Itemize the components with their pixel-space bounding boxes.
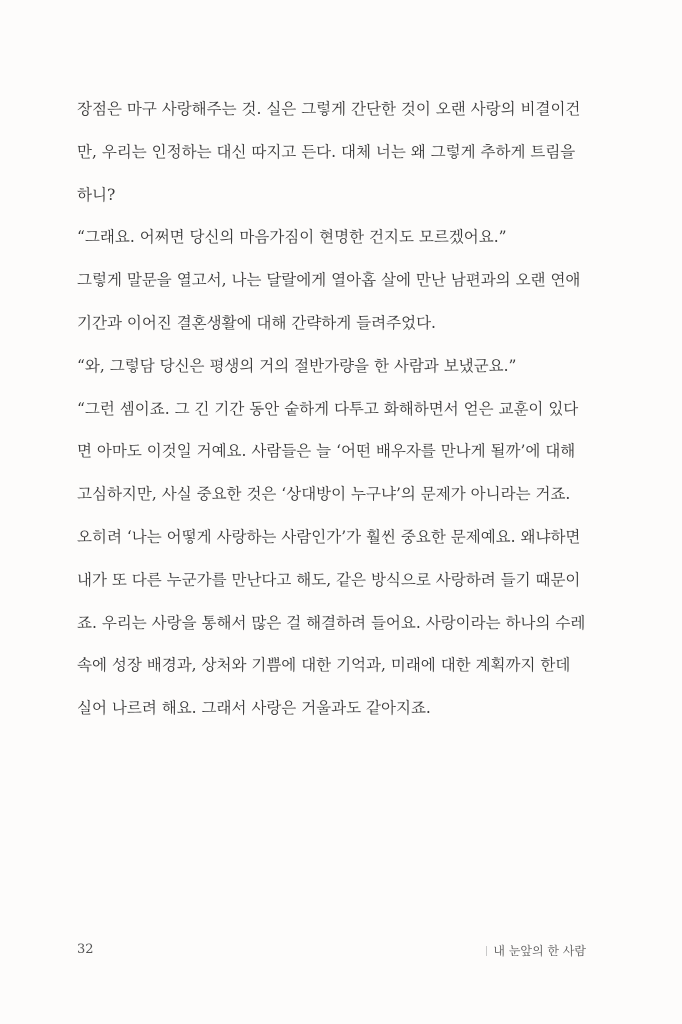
paragraph-4: “와, 그렇담 당신은 평생의 거의 절반가량을 한 사람과 보냈군요.”	[77, 356, 517, 375]
title-divider	[486, 946, 487, 956]
paragraph-5: “그런 셈이죠. 그 긴 기간 동안 숱하게 다투고 화해하면서 얻은 교훈이 있다면 아마도 이것일 거예요. 사람들은 늘 ‘어떤 배우자를 만나게 될까’에 대해 고심하지만, 사실 중요한 것은 ‘상대방이 누구냐’의 문제가 아니라는 거죠. 오히려 ‘나는 어떻게 사랑하는 사람인가’가 훨씬 중요한 문제예요. 왜냐하면 내가 또 다른 누군가를 만난다고 해도, 같은 방식으로 사랑하려 들기 때문이죠. 우리는 사랑을 통해서 많은 걸 해결하려 들어요. 사랑이라는 하나의 수레 속에 성장 배경과, 상처와 기쁨에 대한 기억과, 미래에 대한 계획까지 한데 실어 나르려 해요. 그래서 사랑은 거울과도 같아지죠.	[77, 399, 586, 718]
paragraph-1: 장점은 마구 사랑해주는 것. 실은 그렇게 간단한 것이 오랜 사랑의 비결이건만, 우리는 인정하는 대신 따지고 든다. 대체 너는 왜 그렇게 추하게 트림을 하니?	[77, 100, 581, 204]
page-number: 32	[77, 942, 94, 957]
paragraph-3: 그렇게 말문을 열고서, 나는 달랄에게 열아홉 살에 만난 남편과의 오랜 연애 기간과 이어진 결혼생활에 대해 간략하게 들려주었다.	[77, 271, 581, 332]
body-text	[77, 88, 589, 730]
running-title	[486, 942, 586, 959]
paragraph-2: “그래요. 어쩌면 당신의 마음가짐이 현명한 건지도 모르겠어요.”	[77, 228, 507, 247]
running-title-text: 내 눈앞의 한 사람	[493, 944, 586, 958]
